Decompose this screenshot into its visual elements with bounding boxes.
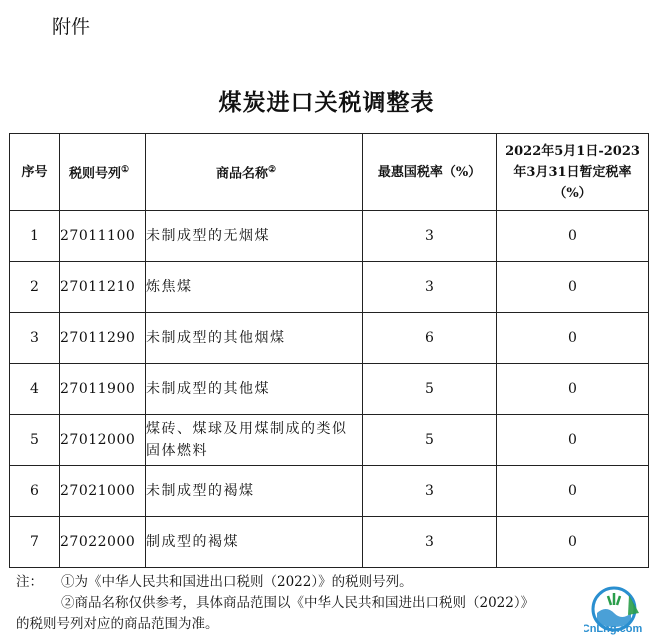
table-row <box>10 517 649 568</box>
attachment-label: 附件 <box>52 16 91 38</box>
table-row <box>10 211 649 262</box>
cell-mfn-rate: 3 <box>363 262 497 313</box>
header-temp-rate-line2: 年3月31日暂定税率 <box>513 164 632 180</box>
cell-temp-rate: 0 <box>497 211 649 262</box>
cell-name: 未制成型的其他煤 <box>146 364 363 415</box>
cell-temp-rate: 0 <box>497 313 649 364</box>
lng-logo-icon <box>584 583 648 635</box>
cell-temp-rate: 0 <box>497 364 649 415</box>
cell-name: 煤砖、煤球及用煤制成的类似固体燃料 <box>146 415 363 466</box>
header-mfn-rate: 最惠国税率（%） <box>363 134 497 211</box>
cell-code: 27011290 <box>60 313 146 364</box>
footnote-2-cont-text: 的税则号列对应的商品范围为准。 <box>16 616 219 632</box>
footnote-1 <box>16 572 534 593</box>
table-row <box>10 262 649 313</box>
cell-name: 未制成型的褐煤 <box>146 466 363 517</box>
cell-name: 炼焦煤 <box>146 262 363 313</box>
footnote-2-continued <box>16 614 534 635</box>
table-row <box>10 364 649 415</box>
cell-mfn-rate: 5 <box>363 415 497 466</box>
footnote-2-text: ②商品名称仅供参考，具体商品范围以《中华人民共和国进出口税则（2022）》 <box>61 595 535 611</box>
cell-temp-rate: 0 <box>497 517 649 568</box>
cell-mfn-rate: 3 <box>363 466 497 517</box>
table-row <box>10 415 649 466</box>
cell-code: 27011100 <box>60 211 146 262</box>
footnote-1-text: ①为《中华人民共和国进出口税则（2022）》的税则号列。 <box>61 574 413 590</box>
cell-name: 制成型的褐煤 <box>146 517 363 568</box>
cell-name: 未制成型的其他烟煤 <box>146 313 363 364</box>
cell-mfn-rate: 5 <box>363 364 497 415</box>
cell-index: 1 <box>10 211 60 262</box>
cell-index: 6 <box>10 466 60 517</box>
header-name: 商品名称② <box>146 134 363 211</box>
cell-index: 4 <box>10 364 60 415</box>
cell-code: 27011900 <box>60 364 146 415</box>
header-code: 税则号列① <box>60 134 146 211</box>
cell-temp-rate: 0 <box>497 262 649 313</box>
cell-temp-rate: 0 <box>497 466 649 517</box>
tariff-table <box>9 133 649 568</box>
cell-code: 27021000 <box>60 466 146 517</box>
table-row <box>10 466 649 517</box>
footnote-2 <box>16 593 534 614</box>
header-temp-rate <box>497 134 649 211</box>
cell-temp-rate: 0 <box>497 415 649 466</box>
cell-index: 7 <box>10 517 60 568</box>
footnotes <box>16 572 534 635</box>
header-index: 序号 <box>10 134 60 211</box>
footnote-label: 注： <box>16 574 43 590</box>
cell-mfn-rate: 6 <box>363 313 497 364</box>
cell-code: 27011210 <box>60 262 146 313</box>
name-footnote-mark: ② <box>268 164 277 175</box>
table-row <box>10 313 649 364</box>
cell-name: 未制成型的无烟煤 <box>146 211 363 262</box>
header-temp-rate-line3: （%） <box>553 185 592 201</box>
document-title: 煤炭进口关税调整表 <box>218 89 435 116</box>
watermark-text: CnLng.com <box>584 623 643 635</box>
cell-mfn-rate: 3 <box>363 517 497 568</box>
cell-code: 27012000 <box>60 415 146 466</box>
code-footnote-mark: ① <box>121 164 130 175</box>
cell-code: 27022000 <box>60 517 146 568</box>
cell-mfn-rate: 3 <box>363 211 497 262</box>
cell-index: 2 <box>10 262 60 313</box>
cell-index: 3 <box>10 313 60 364</box>
table-header-row <box>10 134 649 211</box>
cell-index: 5 <box>10 415 60 466</box>
header-temp-rate-line1: 2022年5月1日-2023 <box>505 143 640 159</box>
